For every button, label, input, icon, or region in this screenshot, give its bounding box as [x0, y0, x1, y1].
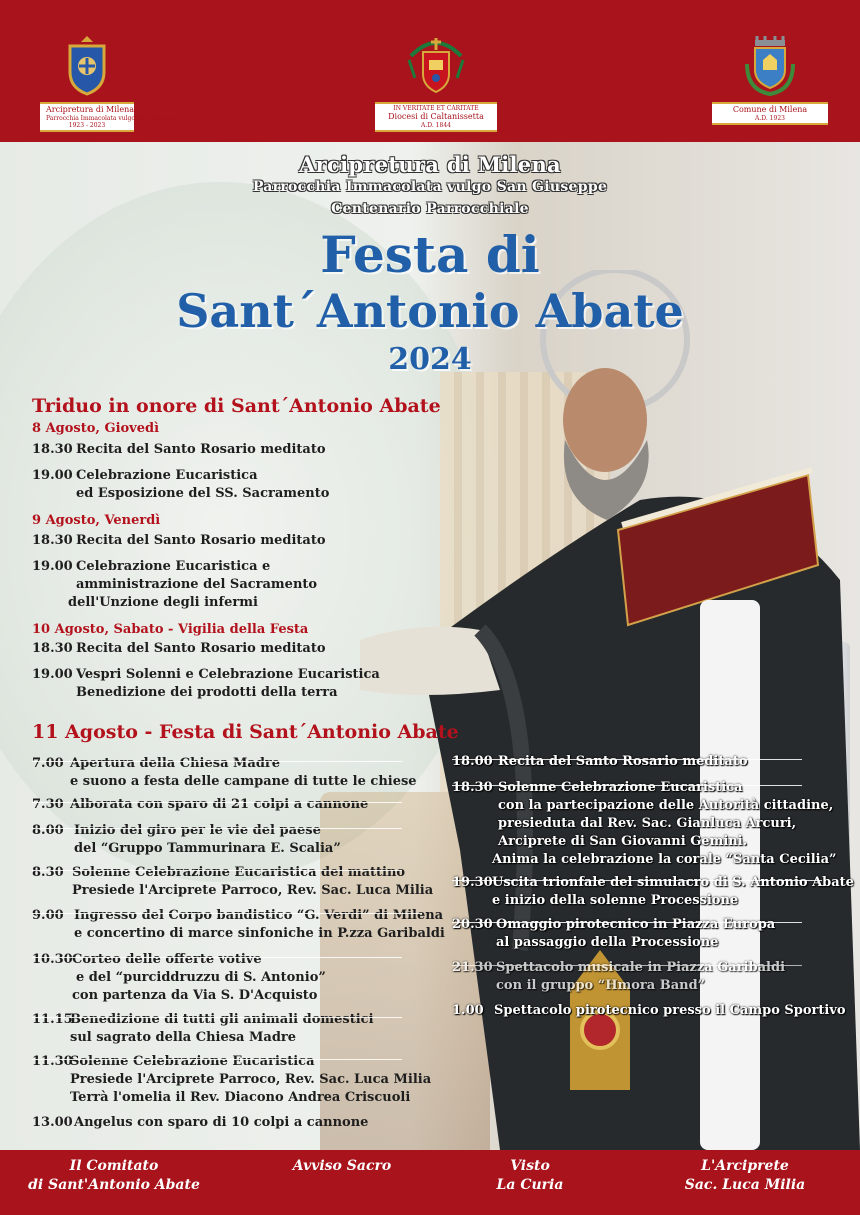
title-line-2: Sant´Antonio Abate [176, 284, 684, 338]
schedule-desc: Recita del Santo Rosario meditato [76, 533, 326, 548]
schedule-desc: Solenne Celebrazione Eucaristica [498, 780, 743, 795]
municipality-banner-year: A.D. 1923 [755, 115, 785, 122]
schedule-desc: Benedizione dei prodotti della terra [76, 685, 338, 700]
schedule-time: 18.30 [32, 641, 73, 656]
schedule-desc: Omaggio pirotecnico in Piazza Europa [496, 917, 776, 932]
schedule-desc: Recita del Santo Rosario meditato [498, 754, 748, 769]
schedule-desc: Celebrazione Eucaristica e [76, 559, 271, 574]
title-year: 2024 [388, 342, 472, 377]
day-label: 10 Agosto, Sabato - Vigilia della Festa [32, 622, 309, 637]
footer-arciprete-line-2: Sac. Luca Milia [684, 1177, 806, 1193]
schedule-desc: Uscita trionfale del simulacro di S. Antonio Abate [492, 875, 854, 890]
schedule-time: 18.30 [452, 780, 493, 795]
footer-arciprete [680, 1157, 810, 1195]
schedule-desc: con il gruppo “Hmora Band” [496, 978, 706, 993]
schedule-time: 19.30 [452, 875, 493, 890]
footer-avviso-text: Avviso Sacro [292, 1158, 392, 1174]
schedule-desc: Recita del Santo Rosario meditato [76, 641, 326, 656]
intro-line-2: Parrocchia Immacolata vulgo San Giuseppe [252, 179, 608, 195]
schedule-desc: Ingresso del Corpo bandistico “G. Verdi” di Milena [74, 908, 444, 923]
day-label: 9 Agosto, Venerdì [32, 513, 161, 528]
schedule-desc: Presiede l'Arciprete Parroco, Rev. Sac. Luca Milia [70, 1072, 432, 1087]
schedule-time: 18.00 [452, 754, 493, 769]
schedule-desc: Terrà l'omelia il Rev. Diacono Andrea Criscuoli [70, 1090, 411, 1105]
intro-line-3: Centenario Parrocchiale [331, 201, 529, 217]
schedule-time: 8.00 [32, 823, 64, 838]
schedule-desc: Vespri Solenni e Celebrazione Eucaristica [76, 667, 380, 682]
schedule-desc: Solenne Celebrazione Eucaristica del mattino [72, 865, 406, 880]
schedule-desc: Anima la celebrazione la corale “Santa Cecilia” [492, 852, 837, 867]
schedule-time: 1.00 [452, 1003, 484, 1018]
schedule-time: 11.30 [32, 1054, 73, 1069]
schedule-desc: sul sagrato della Chiesa Madre [70, 1030, 297, 1045]
schedule-time: 10.30 [32, 952, 73, 967]
schedule-time: 20.30 [452, 917, 493, 932]
schedule-desc: e concertino di marce sinfoniche in P.zza Garibaldi [74, 926, 445, 941]
schedule-desc: Spettacolo pirotecnico presso il Campo Sportivo [494, 1003, 846, 1018]
footer-comitato-line-1: Il Comitato [69, 1158, 159, 1174]
schedule-time: 19.00 [32, 667, 73, 682]
schedule-desc: Recita del Santo Rosario meditato [76, 442, 326, 457]
schedule-time: 9.00 [32, 908, 64, 923]
municipality-banner-text: Comune di Milena [732, 105, 808, 114]
schedule-time: 7.30 [32, 797, 64, 812]
schedule-time: 7.00 [32, 756, 64, 771]
schedule-desc: Presiede l'Arciprete Parroco, Rev. Sac. Luca Milia [72, 883, 434, 898]
schedule-desc: amministrazione del Sacramento [76, 577, 318, 592]
schedule-desc: Apertura della Chiesa Madre [70, 756, 281, 771]
schedule-desc: Inizio del giro per le vie del paese [74, 823, 321, 838]
parish-banner-years: 1923 - 2023 [68, 122, 106, 129]
diocese-motto: IN VERITATE ET CARITATE [393, 105, 479, 112]
footer-visto-line-1: Visto [510, 1158, 550, 1174]
title-line-1: Festa di [320, 225, 540, 284]
schedule-desc: Corteo delle offerte votive [72, 952, 262, 967]
intro-line-1: Arcipretura di Milena [299, 152, 561, 177]
schedule-desc: e del “purciddruzzu di S. Antonio” [76, 970, 326, 985]
parish-banner-sub: Parrocchia Immacolata vulgo San Giuseppe [46, 115, 179, 122]
schedule-desc: del “Gruppo Tammurinara E. Scalia” [74, 841, 341, 856]
schedule-desc: e inizio della solenne Processione [492, 893, 739, 908]
schedule-desc: dell'Unzione degli infermi [68, 595, 258, 610]
schedule-desc: ed Esposizione del SS. Sacramento [76, 486, 330, 501]
schedule-desc: con partenza da Via S. D'Acquisto [72, 988, 318, 1003]
footer-visto [490, 1157, 570, 1195]
schedule-time: 21.30 [452, 960, 493, 975]
triduo-heading: Triduo in onore di Sant´Antonio Abate [32, 395, 441, 417]
schedule-desc: Spettacolo musicale in Piazza Garibaldi [496, 960, 786, 975]
schedule-time: 8.30 [32, 865, 64, 880]
schedule-desc: Benedizione di tutti gli animali domestici [70, 1012, 374, 1027]
festa-heading: 11 Agosto - Festa di Sant´Antonio Abate [32, 721, 459, 743]
schedule-desc: Angelus con sparo di 10 colpi a cannone [74, 1115, 369, 1130]
parish-banner-text: Arcipretura di Milena [46, 105, 135, 114]
schedule-desc: Arciprete di San Giovanni Gemini. [498, 834, 748, 849]
footer-visto-line-2: La Curia [496, 1177, 564, 1193]
footer-arciprete-line-1: L'Arciprete [701, 1158, 789, 1174]
schedule-desc: con la partecipazione delle Autorità cittadine, [498, 798, 834, 813]
schedule-desc: Alborata con sparo di 21 colpi a cannone [70, 797, 369, 812]
diocese-banner-text: Diocesi di Caltanissetta [388, 112, 484, 121]
footer-comitato-line-2: di Sant'Antonio Abate [28, 1177, 200, 1193]
schedule-time: 18.30 [32, 442, 73, 457]
footer-comitato [28, 1157, 200, 1195]
footer-avviso [282, 1157, 402, 1176]
schedule-desc: Solenne Celebrazione Eucaristica [70, 1054, 315, 1069]
schedule-time: 19.00 [32, 559, 73, 574]
schedule-desc: presieduta dal Rev. Sac. Gianluca Arcuri, [498, 816, 797, 831]
schedule-time: 19.00 [32, 468, 73, 483]
schedule-desc: Celebrazione Eucaristica [76, 468, 258, 483]
schedule-time: 11.15 [32, 1012, 73, 1027]
schedule-time: 13.00 [32, 1115, 73, 1130]
diocese-banner-year: A.D. 1844 [421, 122, 451, 129]
schedule-desc: e suono a festa delle campane di tutte le chiese [70, 774, 417, 789]
day-label: 8 Agosto, Giovedì [32, 421, 160, 436]
schedule-desc: al passaggio della Processione [496, 935, 719, 950]
schedule-time: 18.30 [32, 533, 73, 548]
